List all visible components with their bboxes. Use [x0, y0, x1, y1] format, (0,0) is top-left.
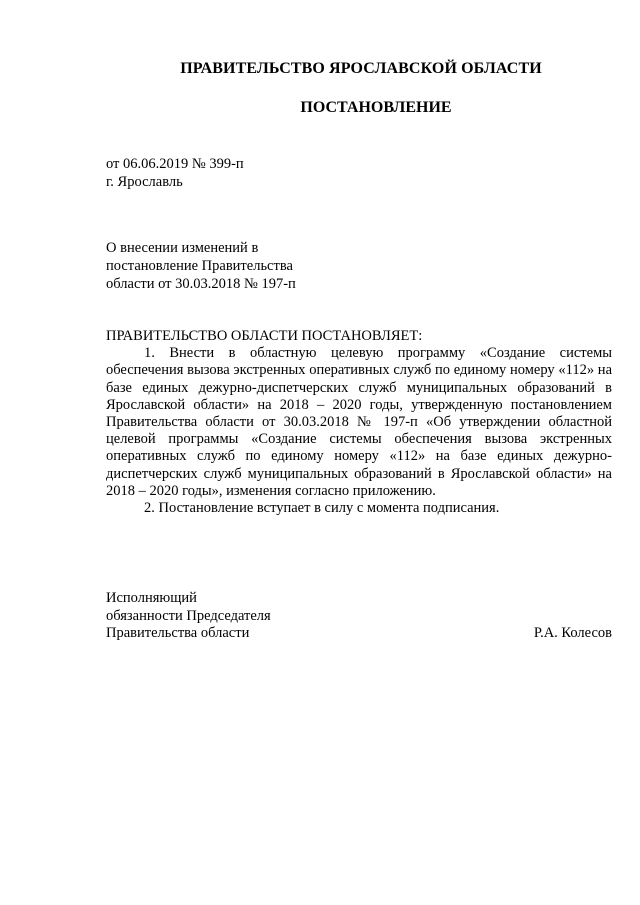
signature-block	[106, 590, 612, 643]
date-number: от 06.06.2019 № 399-п	[106, 156, 244, 172]
signatory-title-3: Правительства области	[106, 625, 250, 641]
subject-line-3: области от 30.03.2018 № 197-п	[106, 276, 296, 292]
document-body	[106, 328, 612, 517]
document-type-title: ПОСТАНОВЛЕНИЕ	[300, 99, 452, 116]
document-subject	[106, 239, 296, 293]
signatory-name: Р.А. Колесов	[533, 625, 612, 641]
paragraph-1: 1. Внести в областную целевую программу «Создание системы обеспечения вызова экстренных оперативных служб по единому номеру «112» на базе единых дежурно-диспетчерских служб муниципальных образований в Ярославской области» на 2018 – 2020 годы, утвержденную постановлением Правительства области от 30.03.2018 № 197-п «Об утверждении областной целевой программы «Создание системы обеспечения вызова экстренных оперативных служб по единому номеру «112» на базе единых дежурно-диспетчерских служб муниципальных образований в Ярославской области» на 2018 – 2020 годы», изменения согласно приложению.	[106, 345, 612, 499]
signatory-title-2: обязанности Председателя	[106, 607, 271, 624]
document-meta	[106, 155, 244, 191]
subject-line-2: постановление Правительства	[106, 258, 293, 274]
city: г. Ярославль	[106, 174, 183, 190]
subject-line-1: О внесении изменений в	[106, 240, 259, 256]
paragraph-2: 2. Постановление вступает в силу с момента подписания.	[144, 500, 500, 517]
organization-title: ПРАВИТЕЛЬСТВО ЯРОСЛАВСКОЙ ОБЛАСТИ	[180, 60, 542, 77]
decree-statement: ПРАВИТЕЛЬСТВО ОБЛАСТИ ПОСТАНОВЛЯЕТ:	[106, 328, 423, 344]
signatory-row	[106, 625, 612, 643]
signatory-title-1: Исполняющий	[106, 590, 197, 606]
